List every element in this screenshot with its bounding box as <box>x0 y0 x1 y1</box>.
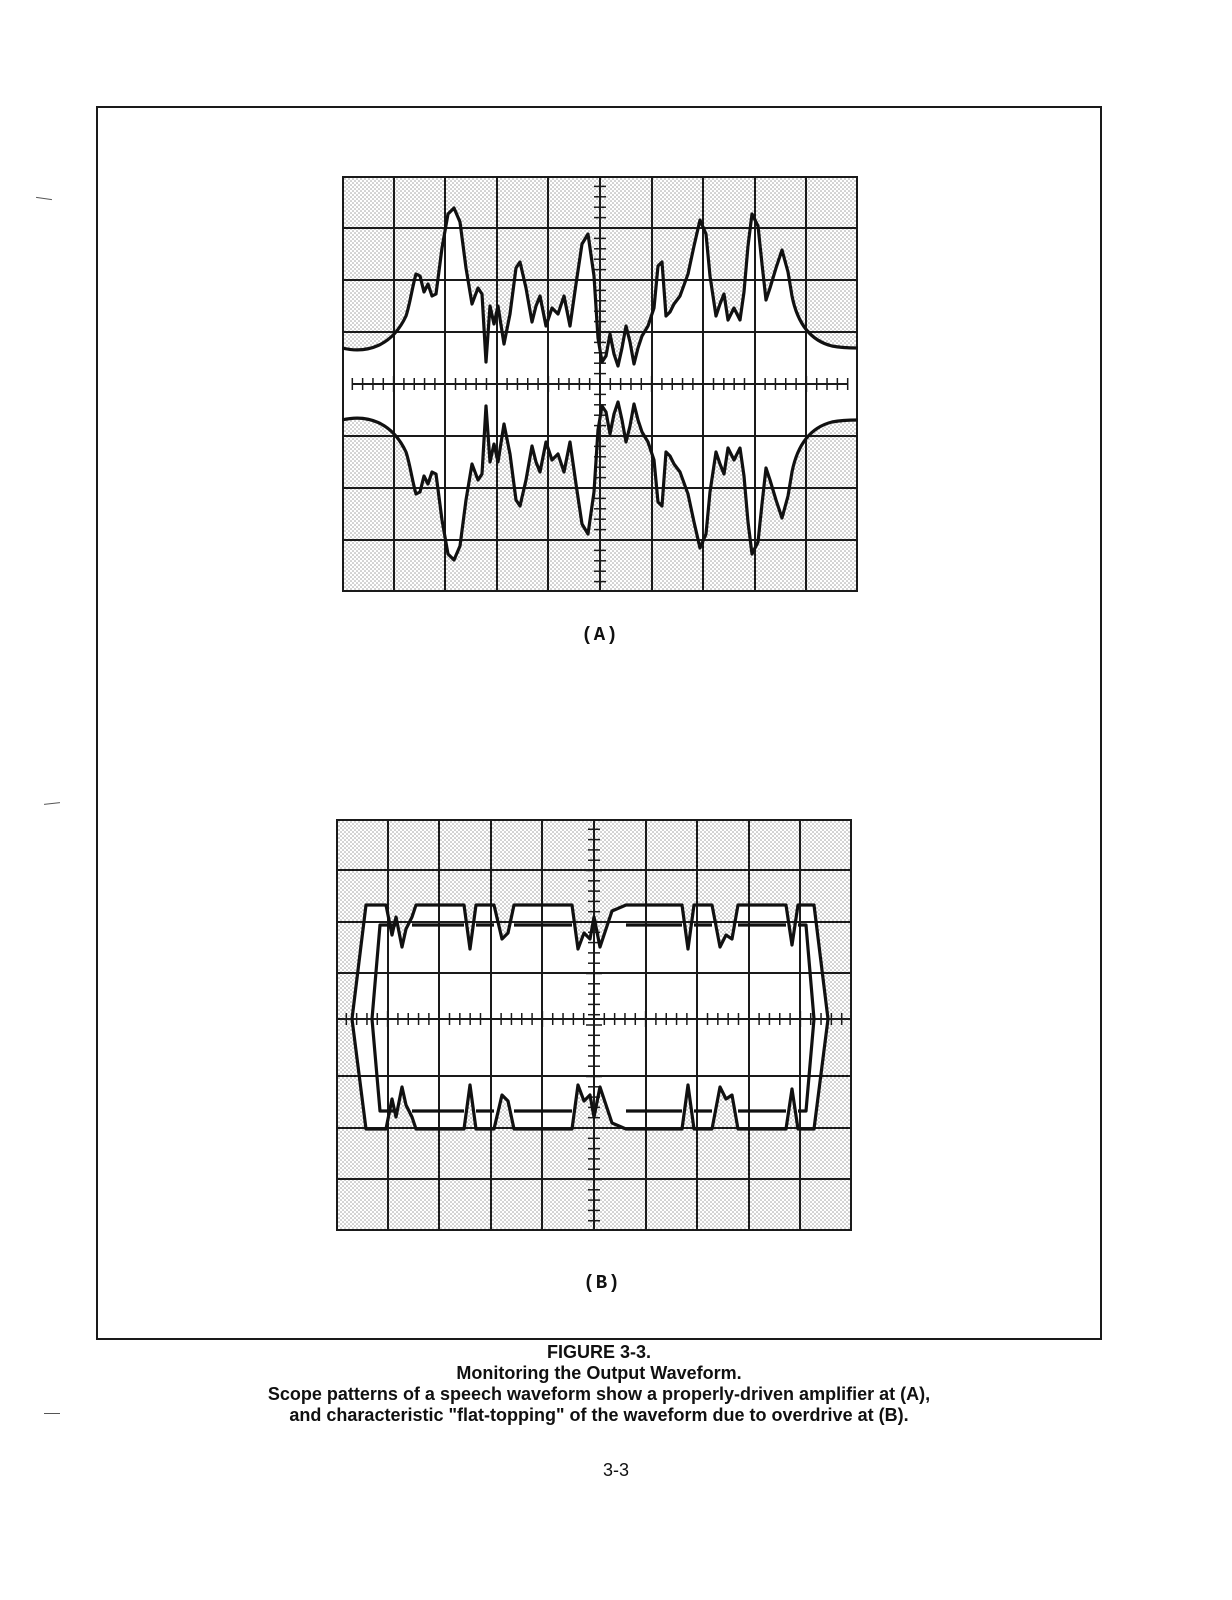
margin-mark-1 <box>36 197 52 200</box>
figure-description-line-1: Scope patterns of a speech waveform show a properly-driven amplifier at (A), <box>267 1384 931 1404</box>
margin-mark-2 <box>44 802 60 805</box>
scope-display-b <box>336 819 852 1231</box>
panel-label-a: (A) <box>581 624 619 646</box>
figure-number: FIGURE 3-3. <box>546 1342 652 1362</box>
figure-description-line-2: and characteristic "flat-topping" of the waveform due to overdrive at (B). <box>289 1405 909 1425</box>
scope-display-a <box>342 176 858 592</box>
panel-label-b: (B) <box>583 1272 621 1294</box>
figure-caption <box>96 1342 1102 1426</box>
figure-title: Monitoring the Output Waveform. <box>456 1363 742 1383</box>
page-number: 3-3 <box>602 1460 629 1480</box>
margin-mark-3 <box>44 1413 60 1414</box>
